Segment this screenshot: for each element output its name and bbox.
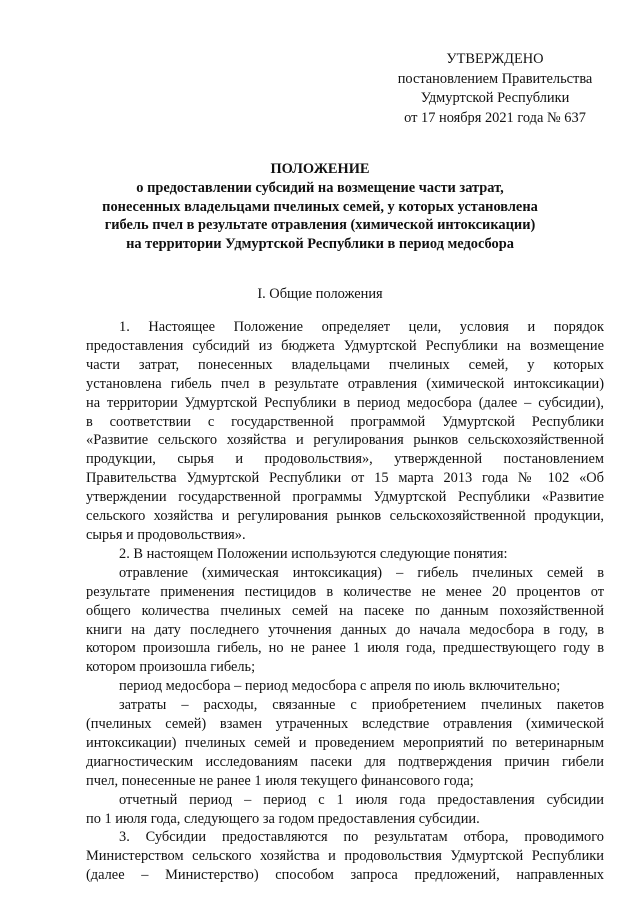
body-line: книги на дату последнего уточнения данных до начала медосбора в году, в bbox=[86, 621, 604, 638]
approval-line: от 17 ноября 2021 года № 637 bbox=[404, 109, 586, 126]
document-body bbox=[86, 318, 604, 885]
body-line: установлена гибель пчел в результате отравления (химической интоксикации) bbox=[86, 375, 604, 392]
title-line: ПОЛОЖЕНИЕ bbox=[270, 161, 370, 177]
body-line: отчетный период – период с 1 июля года предоставления субсидии bbox=[119, 791, 604, 808]
body-line: Министерством сельского хозяйства и продовольствия Удмуртской Республики bbox=[86, 848, 604, 865]
body-line: по 1 июля года, следующего за годом предоставления субсидии. bbox=[86, 810, 480, 827]
body-line: затраты – расходы, связанные с приобретением пчелиных пакетов bbox=[119, 697, 604, 714]
body-line: результате применения пестицидов в количестве не менее 20 процентов от bbox=[86, 583, 604, 600]
body-line: в соответствии с государственной программой Удмуртской Республики bbox=[86, 413, 604, 430]
document-title bbox=[60, 160, 580, 254]
approval-line: УТВЕРЖДЕНО bbox=[446, 51, 544, 67]
body-line: Правительства Удмуртской Республики от 15 марта 2013 года № 102 «Об bbox=[86, 470, 604, 487]
section-heading: I. Общие положения bbox=[257, 286, 383, 302]
approval-line: Удмуртской Республики bbox=[420, 90, 570, 106]
body-line: сырья и продовольствия». bbox=[86, 526, 246, 543]
body-line: предоставления субсидий из бюджета Удмуртской Республики на возмещение bbox=[86, 337, 604, 354]
body-line: диагностическим исследованиям пасеки для подтверждения причин гибели bbox=[86, 753, 604, 770]
body-line: «Развитие сельского хозяйства и регулирования рынков сельскохозяйственной bbox=[86, 432, 604, 449]
body-line: утверждении государственной программы Удмуртской Республики «Развитие bbox=[86, 489, 604, 506]
body-line: отравление (химическая интоксикация) – гибель пчелиных семей в bbox=[119, 564, 604, 581]
title-line: на территории Удмуртской Республики в период медосбора bbox=[126, 236, 514, 253]
body-line: котором произошла гибель, но не ранее 1 июля года, предшествующего году в bbox=[86, 640, 604, 657]
body-line: (пчелиных семей) взамен утраченных вследствие отравления (химической bbox=[86, 716, 604, 733]
body-line: части затрат, понесенных владельцами пчелиных семей, у которых bbox=[86, 356, 604, 373]
body-line: 2. В настоящем Положении используются следующие понятия: bbox=[119, 545, 508, 562]
body-line: котором произошла гибель; bbox=[86, 659, 256, 676]
body-line: интоксикации) пчелиных семей и проведением мероприятий по ветеринарным bbox=[86, 734, 604, 751]
body-line: общего количества пчелиных семей на пасеке по данным похозяйственной bbox=[86, 602, 604, 619]
body-line: период медосбора – период медосбора с апреля по июль включительно; bbox=[119, 678, 561, 695]
title-line: гибель пчел в результате отравления (химической интоксикации) bbox=[104, 217, 536, 234]
body-line: на территории Удмуртской Республики в период медосбора (далее – субсидии), bbox=[86, 394, 604, 411]
approval-stamp bbox=[390, 50, 600, 128]
body-line: пчел, понесенные не ранее 1 июля текущего финансового года; bbox=[86, 772, 474, 789]
body-line: сельского хозяйства и регулирования рынков сельскохозяйственной продукции, bbox=[86, 508, 604, 525]
title-line: о предоставлении субсидий на возмещение части затрат, bbox=[136, 179, 504, 196]
body-line: 1. Настоящее Положение определяет цели, условия и порядок bbox=[119, 319, 604, 335]
body-line: 3. Субсидии предоставляются по результатам отбора, проводимого bbox=[119, 829, 604, 846]
body-line: (далее – Министерство) способом запроса предложений, направленных bbox=[86, 867, 604, 884]
title-line: понесенных владельцами пчелиных семей, у которых установлена bbox=[102, 198, 538, 215]
approval-line: постановлением Правительства bbox=[397, 70, 593, 87]
body-line: продукции, сырья и продовольствия», утвержденной постановлением bbox=[86, 451, 604, 468]
